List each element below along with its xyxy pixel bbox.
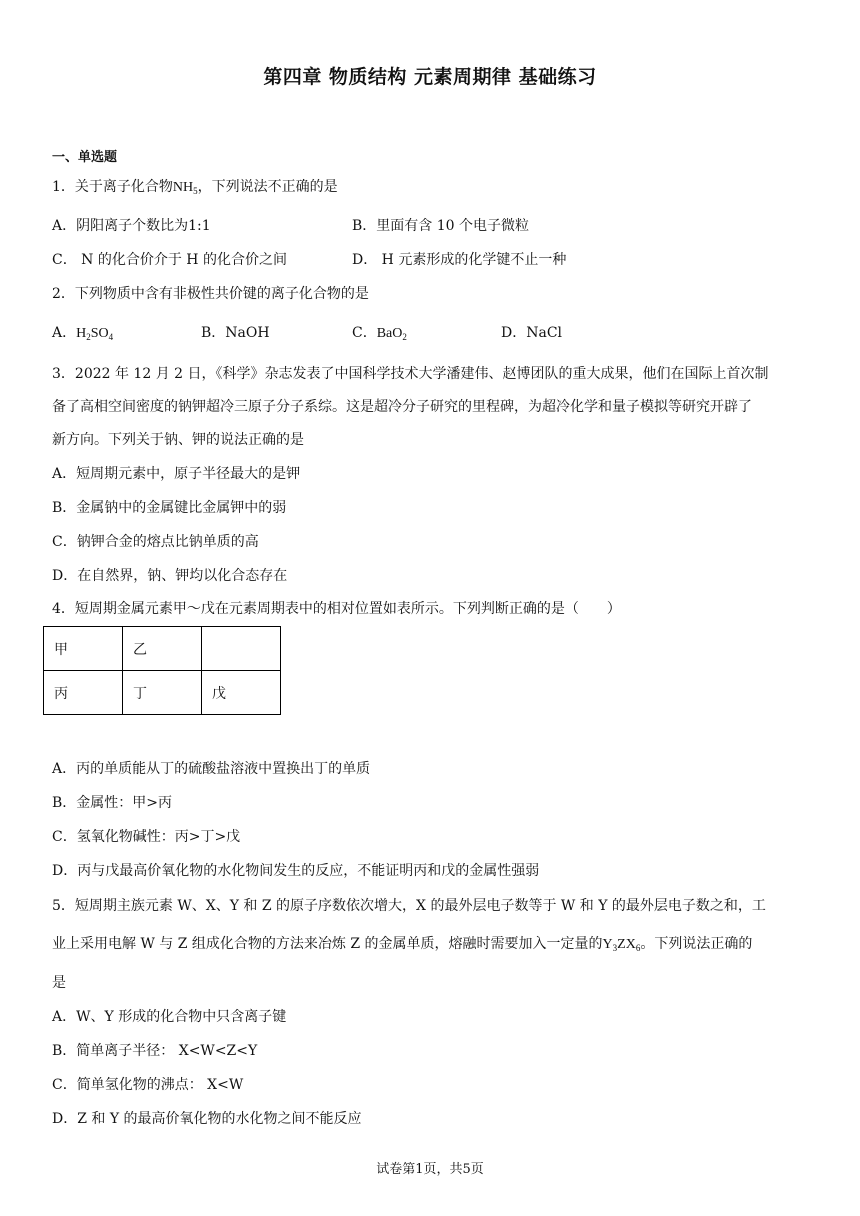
question-1-stem (52, 177, 338, 198)
question-5-stem-line-3: 是 (52, 975, 66, 991)
question-2-option-b[interactable]: B．NaOH (201, 325, 270, 341)
section-heading: 一、单选题 (52, 150, 118, 165)
formula-nh5-main: NH (172, 180, 194, 195)
table-cell: 甲 (44, 627, 123, 671)
question-5-option-c[interactable]: C．简单氢化物的沸点： X<W (52, 1077, 244, 1093)
formula-h2so4-so: SO (90, 326, 109, 341)
formula-h2so4-sub2: 4 (108, 332, 114, 342)
question-2-option-c[interactable] (352, 323, 407, 344)
table-cell: 乙 (123, 627, 202, 671)
question-5-option-d[interactable]: D．Z 和 Y 的最高价氧化物的水化物之间不能反应 (52, 1111, 362, 1127)
formula-bao2 (377, 326, 407, 341)
table-cell: 戊 (202, 671, 281, 715)
question-3-option-b[interactable]: B．金属钠中的金属键比金属钾中的弱 (52, 500, 287, 516)
question-2-option-d[interactable]: D．NaCl (501, 325, 563, 341)
question-3-stem-line-3: 新方向。下列关于钠、钾的说法正确的是 (52, 432, 304, 448)
page-title: 第四章 物质结构 元素周期律 基础练习 (263, 66, 597, 88)
formula-nh5-sub: 5 (193, 186, 198, 196)
question-4-option-c[interactable]: C．氢氧化物碱性：丙>丁>戊 (52, 829, 241, 845)
question-4-option-b[interactable]: B．金属性：甲>丙 (52, 795, 173, 811)
table-row (44, 627, 281, 671)
formula-zx: ZX (617, 937, 636, 952)
formula-y: Y (602, 937, 613, 952)
question-4-option-a[interactable]: A．丙的单质能从丁的硫酸盐溶液中置换出丁的单质 (52, 761, 371, 777)
formula-nh5 (173, 180, 198, 195)
table-cell: 丁 (123, 671, 202, 715)
question-5-stem-line-2-tail: 。下列说法正确的 (640, 936, 753, 952)
question-1-option-c[interactable]: C． N 的化合价介于 H 的化合价之间 (52, 252, 287, 268)
question-1-option-d[interactable]: D． H 元素形成的化学键不止一种 (352, 252, 567, 268)
question-3-stem-line-1: 3．2022 年 12 月 2 日，《科学》杂志发表了中国科学技术大学潘建伟、赵博团队的重大成果，他们在国际上首次制 (52, 366, 769, 382)
table-row (44, 671, 281, 715)
question-2-option-a[interactable] (52, 323, 113, 344)
question-5-option-a[interactable]: A．W、Y 形成的化合物中只含离子键 (52, 1009, 287, 1025)
page-footer: 试卷第1页，共5页 (376, 1162, 484, 1177)
question-2-stem: 2．下列物质中含有非极性共价键的离子化合物的是 (52, 286, 369, 302)
formula-bao2-main: BaO (376, 326, 403, 341)
question-3-stem-line-2: 备了高相空间密度的钠钾超冷三原子分子系综。这是超冷分子研究的里程碑，为超冷化学和量子模拟等研究开辟了 (52, 399, 752, 415)
question-5-stem-line-2-text: 业上采用电解 W 与 Z 组成化合物的方法来冶炼 Z 的金属单质，熔融时需要加入一定量的 (52, 936, 603, 952)
formula-sub-6: 6 (635, 943, 641, 953)
question-1-stem-tail: ，下列说法不正确的是 (197, 179, 338, 195)
formula-h2so4-h: H (76, 326, 87, 341)
formula-sub-3: 3 (612, 943, 618, 953)
question-3-option-a[interactable]: A．短周期元素中，原子半径最大的是钾 (52, 466, 301, 482)
question-5-stem-line-1: 5．短周期主族元素 W、X、Y 和 Z 的原子序数依次增大，X 的最外层电子数等于 W 和 Y 的最外层电子数之和，工 (52, 898, 766, 914)
option-c-label: C． (352, 325, 377, 341)
question-5-option-b[interactable]: B．简单离子半径： X<W<Z<Y (52, 1043, 258, 1059)
question-1-option-b[interactable]: B．里面有含 10 个电子微粒 (352, 218, 530, 234)
formula-h2so4 (76, 326, 113, 341)
table-cell: 丙 (44, 671, 123, 715)
question-1-stem-text: 1．关于离子化合物 (52, 179, 173, 195)
question-1-option-a[interactable]: A．阴阳离子个数比为1:1 (52, 218, 211, 234)
question-3-option-d[interactable]: D．在自然界，钠、钾均以化合态存在 (52, 568, 288, 584)
option-a-label: A． (52, 325, 77, 341)
table-cell (202, 627, 281, 671)
periodic-position-table (43, 626, 281, 715)
question-5-stem-line-2 (52, 934, 752, 955)
formula-h2so4-sub1: 2 (86, 332, 91, 342)
question-4-option-d[interactable]: D．丙与戊最高价氧化物的水化物间发生的反应，不能证明丙和戊的金属性强弱 (52, 863, 540, 879)
formula-bao2-sub: 2 (402, 332, 407, 342)
question-4-stem: 4．短周期金属元素甲～戊在元素周期表中的相对位置如表所示。下列判断正确的是（ ） (52, 601, 621, 617)
question-3-option-c[interactable]: C．钠钾合金的熔点比钠单质的高 (52, 534, 259, 550)
formula-y3zx6 (603, 937, 641, 952)
